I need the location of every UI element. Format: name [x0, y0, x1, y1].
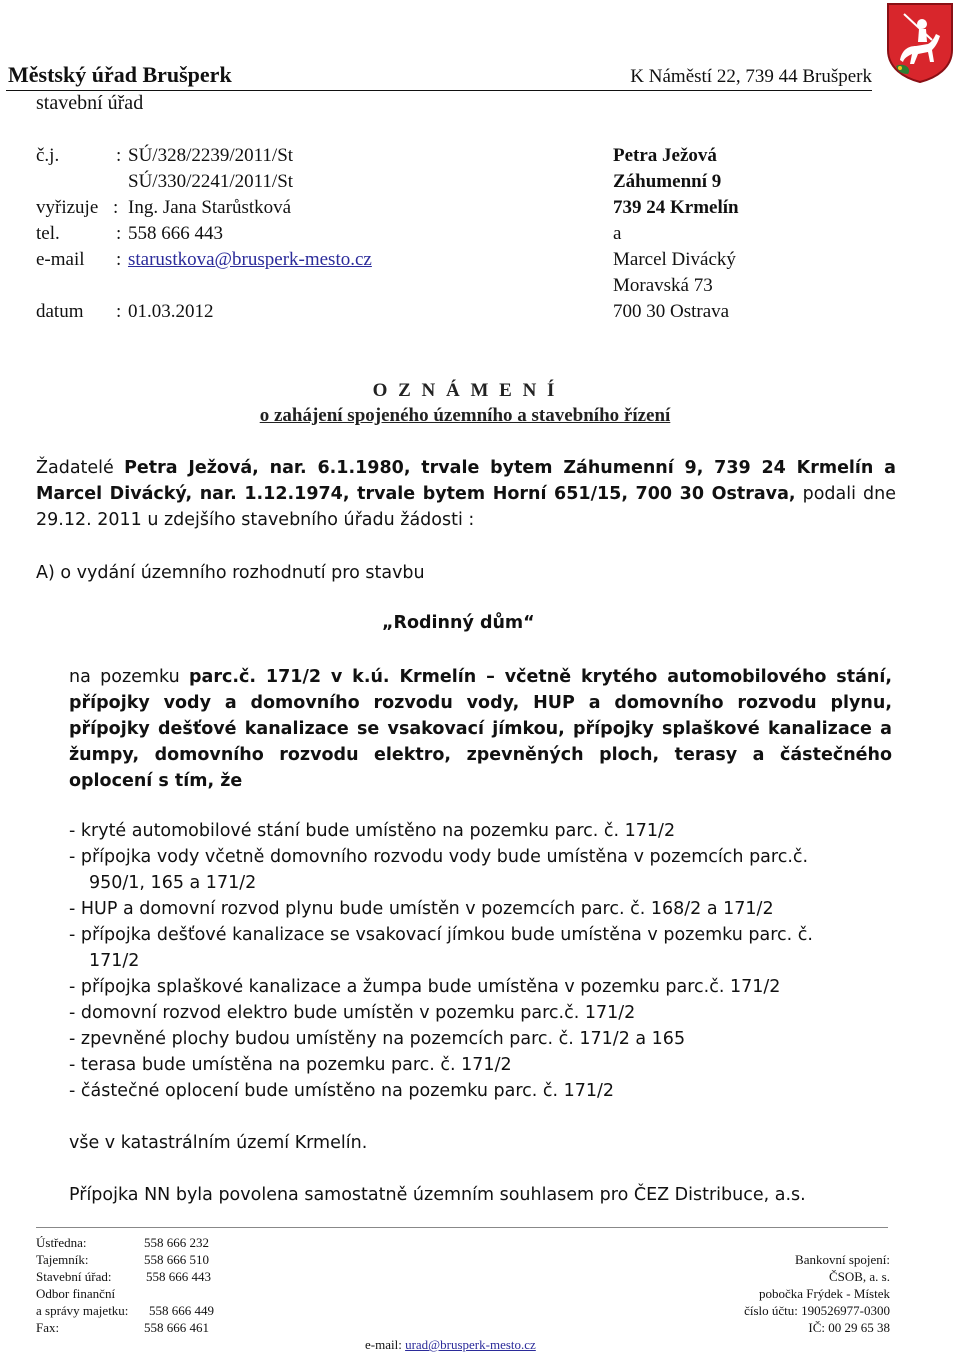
applicants-names: Petra Ježová, nar. 6.1.1980, trvale bytem Záhumenní 9, 739 24 Krmelín a Marcel Divácký, nar. 1.12.1974, trvale bytem Horní 651/15, 700 30 Ostrava, [36, 458, 896, 504]
list-item: - zpevněné plochy budou umístěny na pozemcích parc. č. 171/2 a 165 [69, 1029, 686, 1049]
recipient-1-city: 739 24 Krmelín [613, 197, 739, 218]
list-item: - kryté automobilové stání bude umístěno na pozemku parc. č. 171/2 [69, 821, 676, 841]
footer-value: 558 666 443 [146, 1269, 211, 1284]
datum-value: 01.03.2012 [128, 301, 214, 322]
datum-label: datum [36, 301, 84, 322]
document-subtitle: o zahájení spojeného územního a stavebního řízení [259, 405, 671, 426]
office-address: K Náměstí 22, 739 44 Brušperk [630, 66, 872, 87]
list-item: - přípojka splaškové kanalizace a žumpa bude umístěna v pozemku parc.č. 171/2 [69, 977, 781, 997]
list-item: - částečné oplocení bude umístěno na pozemku parc. č. 171/2 [69, 1081, 615, 1101]
vyrizuje-value: Ing. Jana Starůstková [128, 197, 292, 218]
applicants-intro: Žadatelé [36, 458, 125, 478]
footer-label: Ústředna: [36, 1235, 87, 1250]
applicants-paragraph [36, 455, 896, 533]
recipient-1-street: Záhumenní 9 [613, 171, 722, 192]
recipient-2-street: Moravská 73 [613, 275, 713, 296]
footer-label: Tajemník: [36, 1252, 89, 1267]
recipient-conjunction: a [613, 223, 622, 244]
recipient-1-name: Petra Ježová [613, 145, 717, 166]
recipient-2-name: Marcel Divácký [613, 249, 736, 270]
footer-value: 558 666 461 [144, 1320, 209, 1335]
cj-value-2: SÚ/330/2241/2011/St [128, 171, 294, 192]
vyrizuje-colon: : [113, 197, 119, 218]
list-item: - domovní rozvod elektro bude umístěn v pozemku parc.č. 171/2 [69, 1003, 636, 1023]
email-link[interactable]: starustkova@brusperk-mesto.cz [128, 249, 372, 270]
applicants-submitted: podali dne 29.12. 2011 u zdejšího stavebního úřadu žádosti : [36, 484, 896, 530]
plot-details: parc.č. 171/2 v k.ú. Krmelín – včetně krytého automobilového stání, přípojky vody a domovního rozvodu vody, HUP a domovního rozvodu plynu, přípojky dešťové kanalizace se vsakovací jímkou, přípojky splaškové kanalizace a žumpy, domovního rozvodu elektro, zpevněných ploch, terasy a částečného oplocení s tím, že [69, 667, 893, 791]
list-item-continuation: 171/2 [89, 951, 140, 971]
bank-label: Bankovní spojení: [795, 1252, 890, 1267]
footer-value: 558 666 232 [144, 1235, 209, 1250]
bank-name: ČSOB, a. s. [828, 1269, 890, 1284]
cj-colon: : [116, 145, 122, 166]
office-name: Městský úřad Brušperk [8, 62, 232, 87]
list-item: - terasa bude umístěna na pozemku parc. č. 171/2 [69, 1055, 512, 1075]
building-name: „Rodinný dům“ [382, 613, 535, 633]
footer-value: 558 666 449 [149, 1303, 214, 1318]
list-item: - přípojka dešťové kanalizace se vsakovací jímkou bude umístěna v pozemku parc. č. [69, 925, 813, 945]
company-id: IČ: 00 29 65 38 [808, 1320, 890, 1335]
footer-label: Fax: [36, 1320, 60, 1335]
document-title: O Z N Á M E N Í [372, 380, 558, 401]
email-label: e-mail [36, 249, 85, 270]
tel-colon: : [116, 223, 122, 244]
datum-colon: : [116, 301, 122, 322]
footer-label: Stavební úřad: [36, 1269, 112, 1284]
footer-label: Odbor finanční [36, 1286, 116, 1301]
bank-account: číslo účtu: 190526977-0300 [744, 1303, 890, 1318]
bank-branch: pobočka Frýdek - Místek [758, 1286, 890, 1301]
cj-value-1: SÚ/328/2239/2011/St [128, 145, 294, 166]
vyrizuje-label: vyřizuje [36, 197, 99, 218]
conditions-list [69, 818, 813, 1104]
plot-intro: na pozemku [69, 667, 190, 687]
list-item: - přípojka vody včetně domovního rozvodu vody bude umístěna v pozemcích parc.č. [69, 847, 809, 867]
header-rule [6, 90, 872, 91]
footer-label: a správy majetku: [36, 1303, 129, 1318]
section-a-heading: A) o vydání územního rozhodnutí pro stavbu [36, 563, 425, 583]
email-colon: : [116, 249, 122, 270]
office-department: stavební úřad [36, 92, 144, 114]
cadastral-note: vše v katastrálním území Krmelín. [69, 1133, 368, 1153]
plot-paragraph [69, 664, 892, 794]
list-item: - HUP a domovní rozvod plynu bude umístěn v pozemcích parc. č. 168/2 a 171/2 [69, 899, 774, 919]
list-item-continuation: 950/1, 165 a 171/2 [89, 873, 257, 893]
cj-label: č.j. [36, 145, 60, 166]
footer-rule [36, 1227, 888, 1228]
nn-connection-note: Přípojka NN byla povolena samostatně územním souhlasem pro ČEZ Distribuce, a.s. [69, 1185, 806, 1205]
recipient-2-city: 700 30 Ostrava [613, 301, 730, 322]
footer-email [365, 1337, 536, 1353]
tel-label: tel. [36, 223, 60, 244]
footer-email-label: e-mail: [365, 1337, 406, 1352]
tel-value: 558 666 443 [128, 223, 223, 244]
footer-value: 558 666 510 [144, 1252, 209, 1267]
coat-of-arms-icon [886, 2, 954, 84]
footer-email-link[interactable]: urad@brusperk-mesto.cz [405, 1337, 536, 1352]
